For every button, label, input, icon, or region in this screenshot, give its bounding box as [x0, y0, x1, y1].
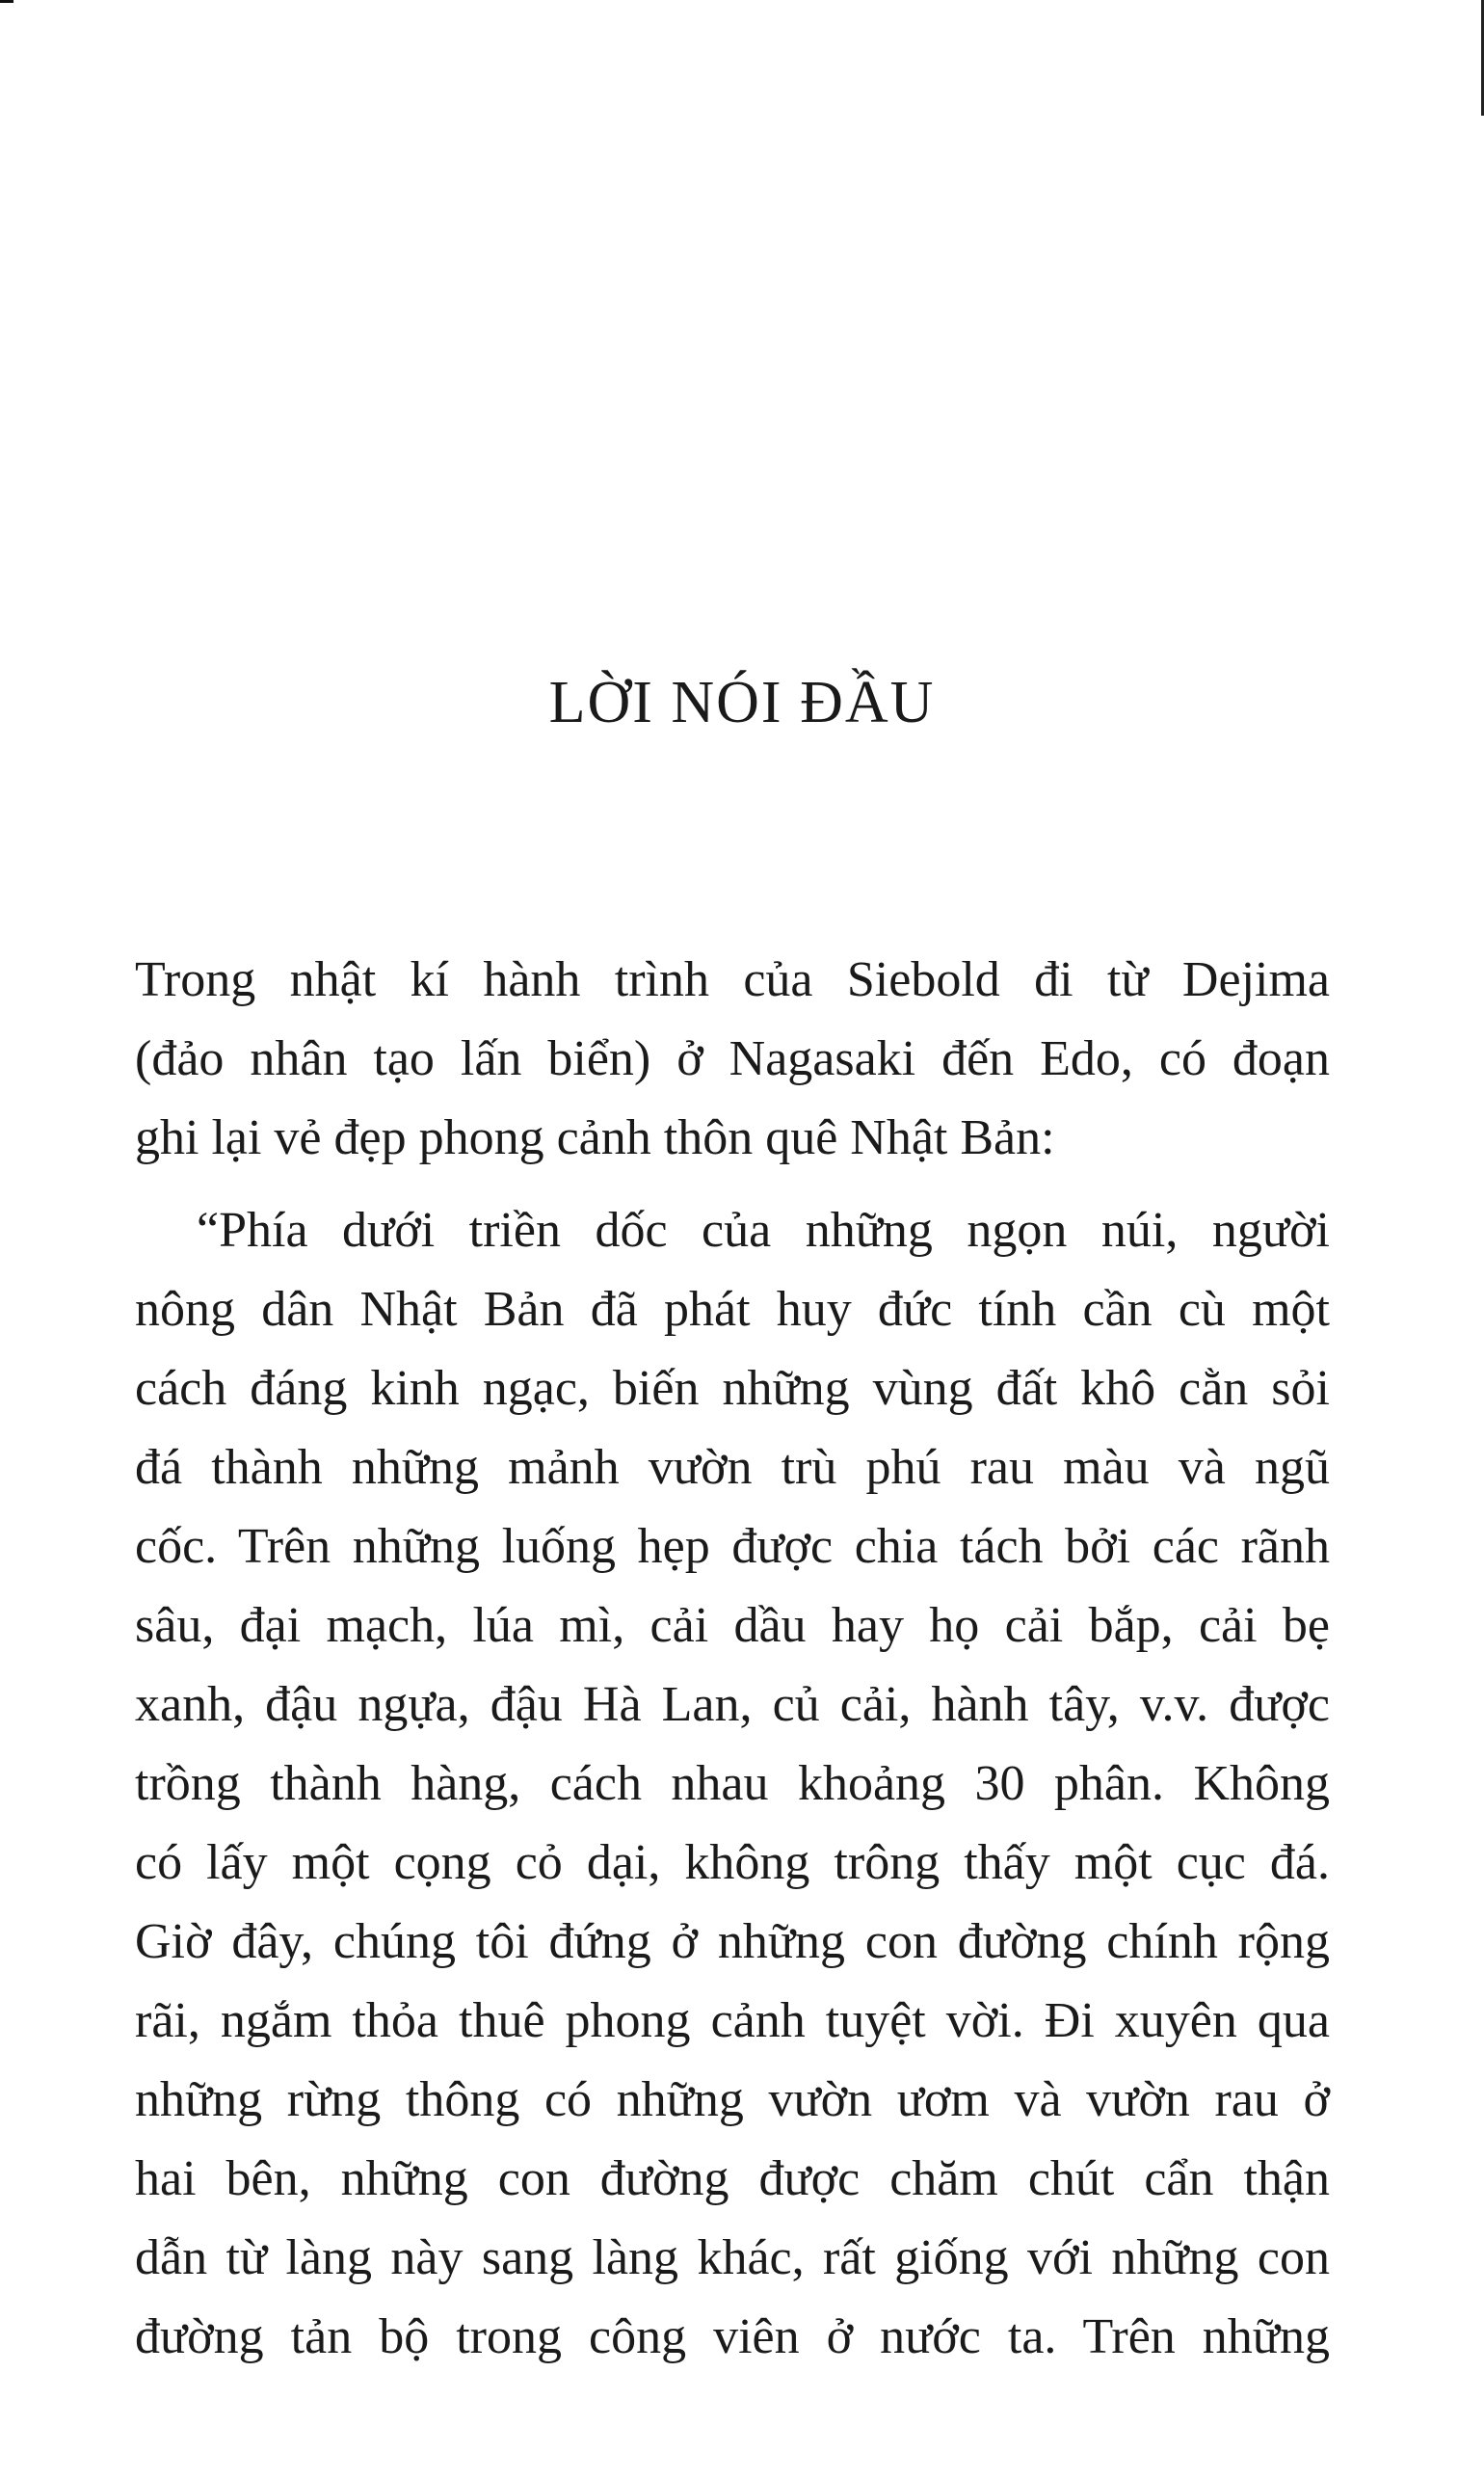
text-line: ghi lại vẻ đẹp phong cảnh thôn quê Nhật Bản:	[135, 1110, 1055, 1165]
text-line: Giờ đây, chúng tôi đứng ở những con đường chính rộng	[135, 1914, 1330, 1969]
text-line: đường tản bộ trong công viên ở nước ta. Trên những	[135, 2309, 1330, 2364]
text-line: cách đáng kinh ngạc, biến những vùng đất khô cằn sỏi	[135, 1361, 1330, 1416]
text-line: xanh, đậu ngựa, đậu Hà Lan, củ cải, hành tây, v.v. được	[135, 1677, 1330, 1732]
text-line: nông dân Nhật Bản đã phát huy đức tính cần cù một	[135, 1282, 1330, 1337]
text-line: có lấy một cọng cỏ dại, không trông thấy một cục đá.	[135, 1835, 1330, 1890]
paragraph-intro	[135, 941, 1330, 1178]
text-line: những rừng thông có những vườn ươm và vườn rau ở	[135, 2072, 1330, 2127]
paragraph-quote	[135, 1191, 1330, 2377]
text-line: rãi, ngắm thỏa thuê phong cảnh tuyệt vời. Đi xuyên qua	[135, 1993, 1330, 2048]
text-line: sâu, đại mạch, lúa mì, cải dầu hay họ cải bắp, cải bẹ	[135, 1598, 1330, 1653]
text-line: Trong nhật kí hành trình của Siebold đi từ Dejima	[135, 952, 1330, 1007]
scan-edge-mark	[0, 0, 13, 3]
text-line: hai bên, những con đường được chăm chút cẩn thận	[135, 2151, 1330, 2206]
page-title: LỜI NÓI ĐẦU	[548, 670, 936, 735]
body-text	[135, 941, 1330, 2377]
paragraph-gap	[135, 1178, 1330, 1191]
text-line: đá thành những mảnh vườn trù phú rau màu và ngũ	[135, 1440, 1330, 1495]
text-line: trồng thành hàng, cách nhau khoảng 30 phân. Không	[135, 1756, 1330, 1811]
text-line: cốc. Trên những luống hẹp được chia tách bởi các rãnh	[135, 1519, 1330, 1574]
text-line: “Phía dưới triền dốc của những ngọn núi, người	[197, 1203, 1330, 1258]
text-line: (đảo nhân tạo lấn biển) ở Nagasaki đến Edo, có đoạn	[135, 1031, 1330, 1086]
text-line: dẫn từ làng này sang làng khác, rất giống với những con	[135, 2230, 1330, 2285]
